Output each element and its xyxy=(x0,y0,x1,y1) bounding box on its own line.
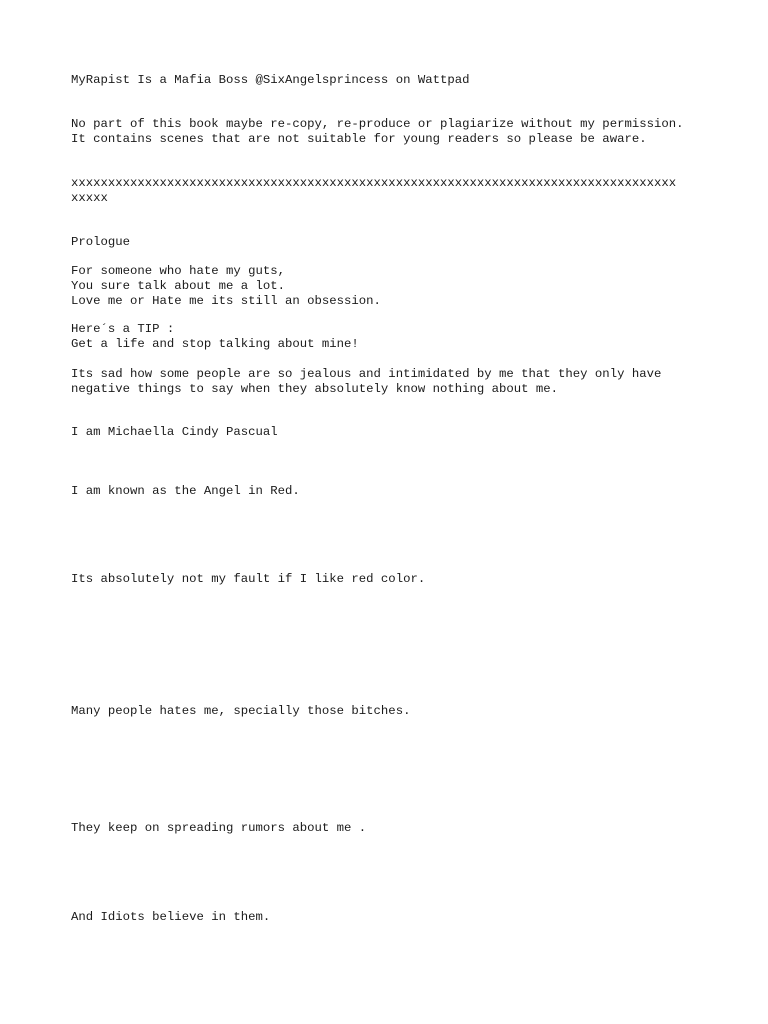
line-red: Its absolutely not my fault if I like red color. xyxy=(71,572,426,586)
stanza1-line-3: Love me or Hate me its still an obsession. xyxy=(71,294,381,308)
line-known: I am known as the Angel in Red. xyxy=(71,484,300,498)
separator-line-2: xxxxx xyxy=(71,191,108,205)
paragraph1-line-2: negative things to say when they absolutely know nothing about me. xyxy=(71,382,559,396)
stanza1-line-2: You sure talk about me a lot. xyxy=(71,279,286,293)
document-title: MyRapist Is a Mafia Boss @SixAngelsprincess on Wattpad xyxy=(71,73,470,87)
line-hates: Many people hates me, specially those bitches. xyxy=(71,704,411,718)
line-rumors: They keep on spreading rumors about me . xyxy=(71,821,367,835)
stanza2-line-1: Here´s a TIP : xyxy=(71,322,175,336)
stanza1-line-1: For someone who hate my guts, xyxy=(71,264,286,278)
line-idiots: And Idiots believe in them. xyxy=(71,910,271,924)
line-name: I am Michaella Cindy Pascual xyxy=(71,425,278,439)
copyright-notice-line-1: No part of this book maybe re-copy, re-produce or plagiarize without my permission. xyxy=(71,117,684,131)
paragraph1-line-1: Its sad how some people are so jealous and intimidated by me that they only have xyxy=(71,367,662,381)
separator-line-1: xxxxxxxxxxxxxxxxxxxxxxxxxxxxxxxxxxxxxxxxxxxxxxxxxxxxxxxxxxxxxxxxxxxxxxxxxxxxxxxxxx xyxy=(71,176,677,190)
stanza2-line-2: Get a life and stop talking about mine! xyxy=(71,337,359,351)
prologue-heading: Prologue xyxy=(71,235,131,249)
copyright-notice-line-2: It contains scenes that are not suitable for young readers so please be aware. xyxy=(71,132,647,146)
